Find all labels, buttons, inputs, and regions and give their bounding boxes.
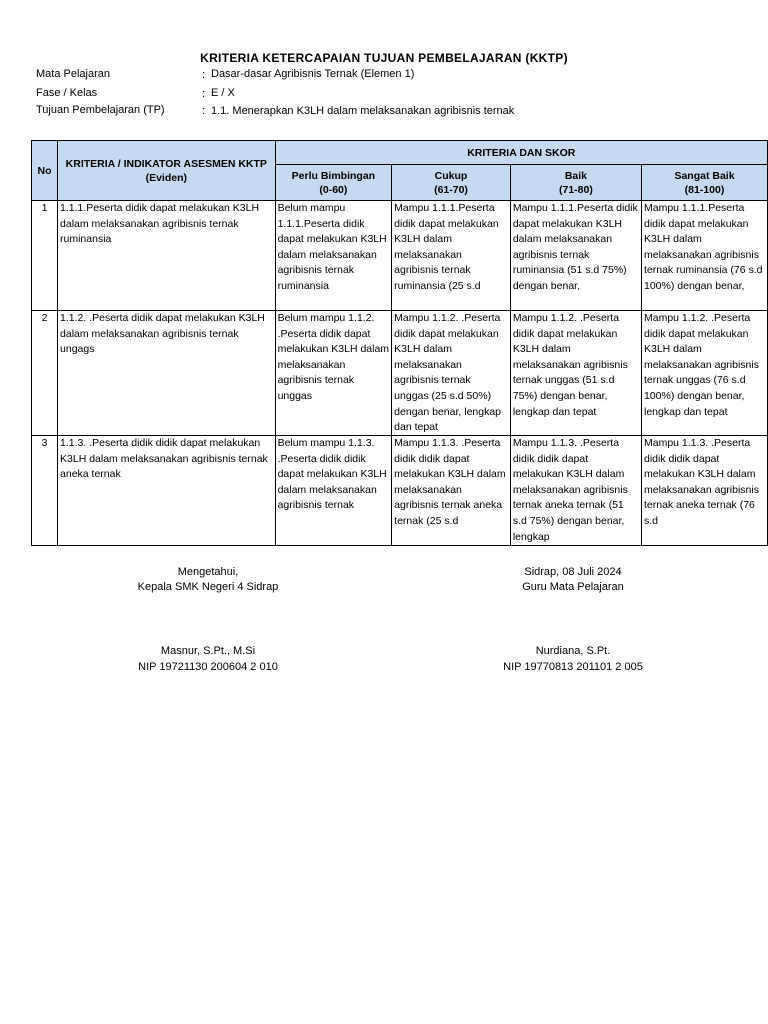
meta-colon: : bbox=[202, 105, 206, 117]
row-score-cell: Belum mampu 1.1.3. .Peserta didik didik dapat melakukan K3LH dalam melaksanakan agribisnis ternak bbox=[275, 436, 392, 546]
table-row bbox=[32, 436, 768, 546]
signature-right-name: Nurdiana, S.Pt. bbox=[535, 645, 611, 657]
signature-left-name: Masnur, S.Pt., M.Si bbox=[160, 645, 256, 657]
meta-value: 1.1. Menerapkan K3LH dalam melaksanakan agribisnis ternak bbox=[211, 105, 515, 117]
signature-place-date: Sidrap, 08 Juli 2024 bbox=[524, 566, 622, 578]
signature-right-role: Guru Mata Pelajaran bbox=[522, 581, 624, 593]
row-score-cell: Mampu 1.1.1.Peserta didik dapat melakukan K3LH dalam melaksanakan agribisnis ternak ruminansia (25 s.d bbox=[392, 201, 511, 311]
document-title: KRITERIA KETERCAPAIAN TUJUAN PEMBELAJARAN (KKTP) bbox=[200, 51, 568, 65]
row-number: 2 bbox=[32, 311, 58, 436]
row-number: 3 bbox=[32, 436, 58, 546]
signature-left-role: Kepala SMK Negeri 4 Sidrap bbox=[137, 581, 279, 593]
signature-right-nip: NIP 19770813 201101 2 005 bbox=[503, 661, 643, 673]
level-name: Cukup bbox=[434, 169, 468, 182]
signature-right-block bbox=[490, 644, 656, 675]
row-criteria: 1.1.3. .Peserta didik didik dapat melakukan K3LH dalam melaksanakan agribisnis ternak aneka ternak bbox=[58, 436, 276, 546]
header-level-baik bbox=[510, 165, 641, 201]
row-score-cell: Mampu 1.1.3. .Peserta didik didik dapat melakukan K3LH dalam melaksanakan agribisnis ternak aneka ternak (51 s.d 75%) dengan benar, lengkap bbox=[510, 436, 641, 546]
level-range: (81-100) bbox=[684, 183, 725, 196]
header-level-cukup bbox=[392, 165, 511, 201]
level-range: (71-80) bbox=[558, 183, 593, 196]
meta-colon: : bbox=[202, 69, 206, 81]
row-score-cell: Mampu 1.1.2. .Peserta didik dapat melakukan K3LH dalam melaksanakan agribisnis ternak unggas (25 s.d 50%) dengan benar, lengkap dan tepat bbox=[392, 311, 511, 436]
table-row bbox=[32, 311, 768, 436]
signature-left-header bbox=[120, 565, 296, 595]
signature-acknowledged-label: Mengetahui, bbox=[177, 566, 239, 578]
row-score-cell: Mampu 1.1.1.Peserta didik dapat melakukan K3LH dalam melaksanakan agribisnis ternak ruminansia (76 s.d 100%) dengan benar, bbox=[642, 201, 768, 311]
row-score-cell: Mampu 1.1.3. .Peserta didik didik dapat melakukan K3LH dalam melaksanakan agribisnis ternak aneka ternak (76 s.d bbox=[642, 436, 768, 546]
row-score-cell: Belum mampu 1.1.2. .Peserta didik dapat melakukan K3LH dalam melaksanakan agribisnis ternak unggas bbox=[275, 311, 392, 436]
row-score-cell: Belum mampu 1.1.1.Peserta didik dapat melakukan K3LH dalam melaksanakan agribisnis ternak ruminansia bbox=[275, 201, 392, 311]
header-level-perlu-bimbingan bbox=[275, 165, 392, 201]
level-name: Baik bbox=[564, 169, 588, 182]
row-score-cell: Mampu 1.1.3. .Peserta didik didik dapat melakukan K3LH dalam melaksanakan agribisnis ternak aneka ternak (25 s.d bbox=[392, 436, 511, 546]
meta-label: Mata Pelajaran bbox=[36, 68, 110, 80]
meta-value: Dasar-dasar Agribisnis Ternak (Elemen 1) bbox=[211, 68, 415, 80]
kktp-table bbox=[31, 140, 768, 546]
level-range: (61-70) bbox=[434, 183, 468, 196]
meta-label: Tujuan Pembelajaran (TP) bbox=[36, 104, 165, 116]
row-criteria: 1.1.1.Peserta didik dapat melakukan K3LH dalam melaksanakan agribisnis ternak ruminansia bbox=[58, 201, 276, 311]
row-score-cell: Mampu 1.1.1.Peserta didik dapat melakukan K3LH dalam melaksanakan agribisnis ternak ruminansia (51 s.d 75%) dengan benar, bbox=[510, 201, 641, 311]
row-criteria: 1.1.2. .Peserta didik dapat melakukan K3LH dalam melaksanakan agribisnis ternak ungags bbox=[58, 311, 276, 436]
signature-left-block bbox=[120, 644, 296, 675]
row-score-cell: Mampu 1.1.2. .Peserta didik dapat melakukan K3LH dalam melaksanakan agribisnis ternak unggas (76 s.d 100%) dengan benar, lengkap dan tepat bbox=[642, 311, 768, 436]
table-row bbox=[32, 201, 768, 311]
level-name: Sangat Baik bbox=[674, 169, 735, 182]
header-criteria: KRITERIA / INDIKATOR ASESMEN KKTP (Eviden) bbox=[58, 141, 276, 201]
level-range: (0-60) bbox=[319, 183, 348, 196]
meta-colon: : bbox=[202, 88, 206, 100]
level-name: Perlu Bimbingan bbox=[291, 169, 376, 182]
row-score-cell: Mampu 1.1.2. .Peserta didik dapat melakukan K3LH dalam melaksanakan agribisnis ternak unggas (51 s.d 75%) dengan benar, lengkap dan tepat bbox=[510, 311, 641, 436]
signature-right-header bbox=[490, 565, 656, 595]
header-no: No bbox=[32, 141, 58, 201]
header-level-sangat-baik bbox=[642, 165, 768, 201]
meta-value: E / X bbox=[211, 87, 235, 99]
header-criteria-and-score: KRITERIA DAN SKOR bbox=[275, 141, 767, 165]
row-number: 1 bbox=[32, 201, 58, 311]
meta-label: Fase / Kelas bbox=[36, 87, 98, 99]
signature-left-nip: NIP 19721130 200604 2 010 bbox=[138, 661, 278, 673]
